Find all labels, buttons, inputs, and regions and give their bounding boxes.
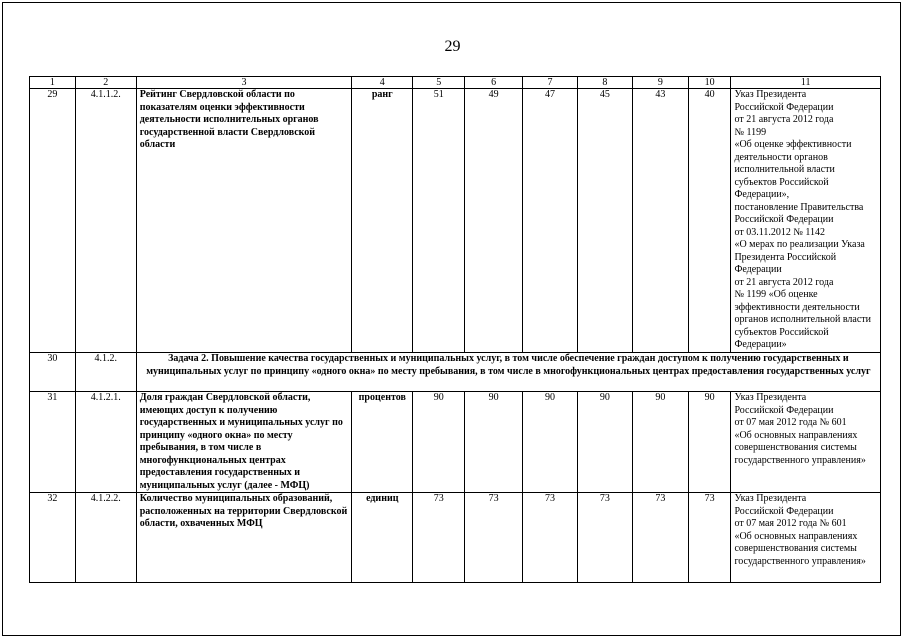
col-header: 3 [136, 77, 352, 89]
value-cell: 73 [465, 493, 523, 583]
table-row [30, 392, 881, 493]
value-cell: 90 [577, 392, 632, 493]
legal-basis: Указ Президента Российской Федерации от 07 мая 2012 года № 601 «Об основных направлениях совершенствования системы государственного управления» [731, 493, 881, 583]
page-number: 29 [444, 38, 461, 55]
indicator-name: Количество муниципальных образований, расположенных на территории Свердловской области, охваченных МФЦ [136, 493, 352, 583]
value-cell: 73 [632, 493, 688, 583]
col-header: 9 [632, 77, 688, 89]
table-row [30, 353, 881, 392]
row-code: 4.1.2.2. [75, 493, 136, 583]
row-number: 30 [30, 353, 76, 392]
col-header: 10 [688, 77, 731, 89]
col-header: 6 [465, 77, 523, 89]
row-number: 29 [30, 89, 76, 353]
unit: единиц [352, 493, 413, 583]
value-cell: 45 [577, 89, 632, 353]
row-code: 4.1.1.2. [75, 89, 136, 353]
row-code: 4.1.2.1. [75, 392, 136, 493]
task-heading: Задача 2. Повышение качества государственных и муниципальных услуг, в том числе обеспечение граждан доступом к получению государственных и муниципальных услуг по принципу «одного окна» по месту пребывания, в том числе в многофункциональных центрах предоставления государственных услуг [136, 353, 880, 392]
value-cell: 40 [688, 89, 731, 353]
value-cell: 73 [688, 493, 731, 583]
value-cell: 90 [688, 392, 731, 493]
unit: ранг [352, 89, 413, 353]
col-header: 7 [523, 77, 578, 89]
table-row [30, 89, 881, 353]
row-number: 32 [30, 493, 76, 583]
value-cell: 90 [523, 392, 578, 493]
unit: процентов [352, 392, 413, 493]
col-header: 4 [352, 77, 413, 89]
value-cell: 47 [523, 89, 578, 353]
value-cell: 73 [577, 493, 632, 583]
col-header: 11 [731, 77, 881, 89]
row-code: 4.1.2. [75, 353, 136, 392]
col-header: 1 [30, 77, 76, 89]
value-cell: 90 [465, 392, 523, 493]
value-cell: 49 [465, 89, 523, 353]
indicator-name: Доля граждан Свердловской области, имеющих доступ к получению государственных и муниципальных услуг по принципу «одного окна» по месту пребывания, в том числе в многофункциональных центрах предоставления государственных и муниципальных услуг (далее - МФЦ) [136, 392, 352, 493]
col-header: 8 [577, 77, 632, 89]
value-cell: 51 [413, 89, 465, 353]
value-cell: 73 [413, 493, 465, 583]
indicators-table [29, 76, 881, 583]
table-row [30, 493, 881, 583]
row-number: 31 [30, 392, 76, 493]
value-cell: 43 [632, 89, 688, 353]
legal-basis: Указ Президента Российской Федерации от 07 мая 2012 года № 601 «Об основных направлениях совершенствования системы государственного управления» [731, 392, 881, 493]
value-cell: 90 [413, 392, 465, 493]
legal-basis: Указ Президента Российской Федерации от 21 августа 2012 года № 1199 «Об оценке эффективности деятельности органов исполнительной власти субъектов Российской Федерации», постановление Правительства Российской Федерации от 03.11.2012 № 1142 «О мерах по реализации Указа Президента Российской Федерации от 21 августа 2012 года № 1199 «Об оценке эффективности деятельности органов исполнительной власти субъектов Российской Федерации» [731, 89, 881, 353]
table-header-row [30, 77, 881, 89]
col-header: 2 [75, 77, 136, 89]
value-cell: 73 [523, 493, 578, 583]
value-cell: 90 [632, 392, 688, 493]
col-header: 5 [413, 77, 465, 89]
indicator-name: Рейтинг Свердловской области по показателям оценки эффективности деятельности исполнительных органов государственной власти Свердловской области [136, 89, 352, 353]
